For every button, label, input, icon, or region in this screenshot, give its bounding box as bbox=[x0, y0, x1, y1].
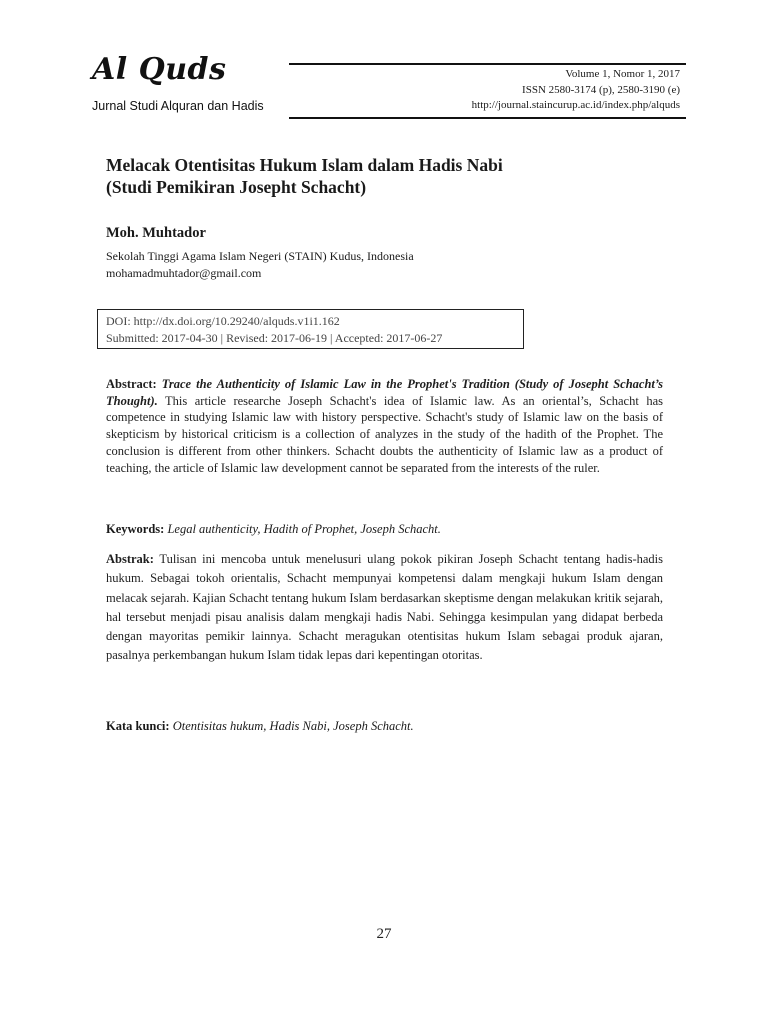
volume-info: Volume 1, Nomor 1, 2017 bbox=[565, 68, 680, 80]
issn-info: ISSN 2580-3174 (p), 2580-3190 (e) bbox=[522, 83, 680, 96]
abstract-indonesian bbox=[106, 550, 663, 666]
abstract-english bbox=[106, 376, 663, 476]
kata-kunci-value: Otentisitas hukum, Hadis Nabi, Joseph Schacht. bbox=[172, 719, 414, 733]
journal-subtitle: Jurnal Studi Alquran dan Hadis bbox=[92, 99, 264, 113]
author-affiliation bbox=[106, 248, 414, 282]
doi-link[interactable]: DOI: http://dx.doi.org/10.29240/alquds.v1i1.162 bbox=[106, 314, 340, 328]
header-rule-bottom bbox=[289, 117, 686, 119]
abstract-label: Abstract: bbox=[106, 377, 157, 391]
title-line-2: (Studi Pemikiran Josepht Schacht) bbox=[106, 177, 367, 197]
kata-kunci-label: Kata kunci: bbox=[106, 719, 170, 733]
keywords-english bbox=[106, 522, 441, 537]
author-email[interactable]: mohamadmuhtador@gmail.com bbox=[106, 266, 262, 280]
title-line-1: Melacak Otentisitas Hukum Islam dalam Hadis Nabi bbox=[106, 155, 503, 175]
abstract-title: Trace the Authenticity of Islamic Law in the Prophet's Tradition (Study of Josepht Schacht’s Thought). bbox=[106, 377, 663, 408]
doi-box bbox=[97, 309, 524, 349]
author-name: Moh. Muhtador bbox=[106, 225, 206, 241]
keywords-label: Keywords: bbox=[106, 522, 165, 536]
page-number: 27 bbox=[376, 926, 392, 942]
article-title bbox=[106, 154, 666, 198]
submission-dates: Submitted: 2017-04-30 | Revised: 2017-06-19 | Accepted: 2017-06-27 bbox=[106, 330, 443, 345]
keywords-value: Legal authenticity, Hadith of Prophet, Joseph Schacht. bbox=[167, 522, 441, 536]
journal-url[interactable]: http://journal.staincurup.ac.id/index.php/alquds bbox=[471, 99, 680, 111]
abstrak-body: Tulisan ini mencoba untuk menelusuri ulang pokok pikiran Joseph Schacht tentang hadis-hadis hukum. Sebagai tokoh orientalis, Schacht mempunyai kompetensi dalam mengkaji hukum Islam dengan melacak sejarah. Kajian Schacht tentang hukum Islam berdasarkan skeptisme dengan melakukan kritik sejarah, hal tersebut menjadi pisau analisis dalam mengkaji hadis Nabi. Sehingga kesimpulan yang didapat berbeda dengan mayoritas pemikir lainnya. Schacht meragukan otentisitas hukum Islam sebagai produk ajaran, pasalnya perkembangan hukum Islam tidak lepas dari kepentingan otoritas. bbox=[106, 552, 663, 663]
header-rule-top bbox=[289, 63, 686, 65]
abstract-body: This article researche Joseph Schacht's idea of Islamic law. As an oriental’s, Schacht has competence in studying Islamic law with history perspective. Schacht's study of Islamic law on the basis of skepticism by historical criticism is a collection of analyzes in the study of the hadith of the Prophet. The conclusion is different from other thinkers. Schacht doubts the authenticity of Islamic law as a product of teaching, the article of Islamic law development cannot be separated from the interests of the ruler. bbox=[106, 393, 663, 475]
affiliation-text: Sekolah Tinggi Agama Islam Negeri (STAIN) Kudus, Indonesia bbox=[106, 249, 414, 263]
journal-meta bbox=[472, 67, 680, 114]
journal-logo: Al Quds bbox=[92, 52, 227, 87]
keywords-indonesian bbox=[106, 719, 414, 734]
abstrak-label: Abstrak: bbox=[106, 552, 154, 566]
